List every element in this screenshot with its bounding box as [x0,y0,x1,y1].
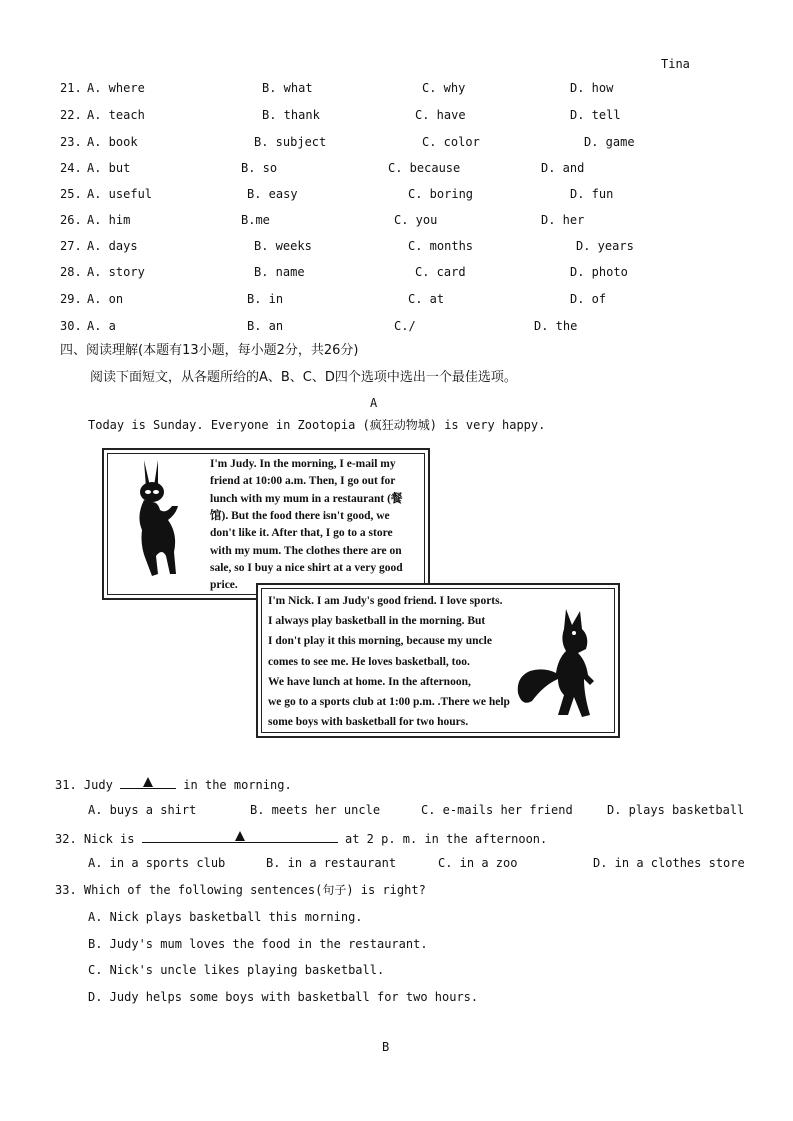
q32-option-b[interactable]: B. in a restaurant [266,856,397,870]
cloze-item-number: 21. [60,81,82,95]
q32-stem-end: at 2 p. m. in the afternoon. [344,832,548,846]
passage-line: some boys with basketball for two hours. [268,716,469,729]
q31-number: 31. [55,778,77,792]
cloze-option-d[interactable]: D. her [541,213,585,227]
q32-option-a[interactable]: A. in a sports club [88,856,226,870]
q33-number: 33. [55,883,77,897]
question-33 [55,883,426,897]
q31-stem-start: Judy [83,778,113,792]
q31-option-a[interactable]: A. buys a shirt [88,803,197,817]
cloze-option-b[interactable]: B. easy [247,187,298,201]
passage-line: I don't play it this morning, because my uncle [268,635,492,648]
cloze-option-b[interactable]: B. an [247,319,284,333]
cloze-item-number: 28. [60,265,82,279]
q32-stem-start: Nick is [83,832,135,846]
passage-a-label: A [370,396,378,410]
q31-option-d[interactable]: D. plays basketball [607,803,745,817]
cloze-option-d[interactable]: D. tell [570,108,621,122]
cloze-option-c[interactable]: C. why [422,81,466,95]
q31-answer-blank[interactable] [120,776,176,789]
cloze-item-number: 27. [60,239,82,253]
passage-line: price. [210,579,238,592]
cloze-option-c[interactable]: C. card [415,265,466,279]
cloze-option-b[interactable]: B. so [241,161,278,175]
section-title: 四、阅读理解(本题有13小题，每小题2分，共26分) [60,343,359,358]
cloze-option-b[interactable]: B. weeks [254,239,312,253]
cloze-option-b[interactable]: B. in [247,292,284,306]
cloze-option-a[interactable]: A. story [87,265,145,279]
passage-line: I'm Nick. I am Judy's good friend. I love sports. [268,595,503,607]
cloze-option-c[interactable]: C./ [394,319,416,333]
q31-stem-end: in the morning. [183,778,292,792]
passage-line: we go to a sports club at 1:00 p.m. .There we help [268,696,510,708]
cloze-item-number: 30. [60,319,82,333]
q33-stem: Which of the following sentences(句子) is right? [83,883,426,897]
section-instruction: 阅读下面短文，从各题所给的A、B、C、D四个选项中选出一个最佳选项。 [90,370,517,385]
q33-option-b[interactable]: B. Judy's mum loves the food in the restaurant. [88,937,428,951]
passage-line: 馆). But the food there isn't good, we [210,509,390,522]
rabbit-silhouette-icon [122,456,196,578]
cloze-option-c[interactable]: C. have [415,108,466,122]
judy-text-box [102,448,430,600]
cloze-option-c[interactable]: C. color [422,135,480,149]
passage-line: I always play basketball in the morning. But [268,615,486,628]
passage-line: We have lunch at home. In the afternoon, [268,675,471,688]
fox-silhouette-icon [514,603,610,723]
cloze-option-b[interactable]: B. what [262,81,313,95]
cloze-option-a[interactable]: A. useful [87,187,153,201]
cloze-item-number: 29. [60,292,82,306]
cloze-option-a[interactable]: A. where [87,81,145,95]
cloze-option-d[interactable]: D. game [584,135,635,149]
cloze-option-d[interactable]: D. the [534,319,578,333]
passage-line: I'm Judy. In the morning, I e-mail my [210,458,396,470]
question-31 [55,776,292,792]
cloze-item-number: 22. [60,108,82,122]
q33-option-c[interactable]: C. Nick's uncle likes playing basketball. [88,963,385,977]
cloze-option-d[interactable]: D. years [576,239,634,253]
triangle-marker-icon [235,831,245,841]
passage-b-label: B [382,1040,390,1054]
cloze-option-d[interactable]: D. how [570,81,614,95]
q33-option-a[interactable]: A. Nick plays basketball this morning. [88,910,363,924]
cloze-option-d[interactable]: D. and [541,161,585,175]
triangle-marker-icon [143,777,153,787]
cloze-option-c[interactable]: C. boring [408,187,474,201]
cloze-option-a[interactable]: A. book [87,135,138,149]
cloze-option-d[interactable]: D. of [570,292,607,306]
q31-option-b[interactable]: B. meets her uncle [250,803,381,817]
q32-answer-blank[interactable] [142,830,338,843]
q31-option-c[interactable]: C. e-mails her friend [421,803,573,817]
passage-line: lunch with my mum in a restaurant (餐 [210,492,403,505]
q32-option-c[interactable]: C. in a zoo [438,856,518,870]
cloze-item-number: 26. [60,213,82,227]
nick-text-box [256,583,620,738]
cloze-option-a[interactable]: A. on [87,292,124,306]
cloze-item-number: 24. [60,161,82,175]
cloze-option-c[interactable]: C. you [394,213,438,227]
cloze-option-b[interactable]: B.me [241,213,270,227]
cloze-option-a[interactable]: A. but [87,161,131,175]
cloze-option-d[interactable]: D. photo [570,265,628,279]
passage-line: with my mum. The clothes there are on [210,544,402,557]
q33-option-d[interactable]: D. Judy helps some boys with basketball for two hours. [88,990,479,1004]
cloze-option-a[interactable]: A. days [87,239,138,253]
cloze-item-number: 23. [60,135,82,149]
cloze-option-b[interactable]: B. thank [262,108,320,122]
passage-line: don't like it. After that, I go to a store [210,527,393,540]
cloze-option-c[interactable]: C. at [408,292,445,306]
passage-line: comes to see me. He loves basketball, too. [268,655,470,668]
cloze-option-b[interactable]: B. subject [254,135,327,149]
cloze-option-b[interactable]: B. name [254,265,305,279]
question-32 [55,830,547,846]
passage-line: friend at 10:00 a.m. Then, I go out for [210,475,396,488]
cloze-option-c[interactable]: C. months [408,239,474,253]
passage-line: sale, so I buy a nice shirt at a very good [210,561,403,574]
cloze-option-d[interactable]: D. fun [570,187,614,201]
cloze-option-a[interactable]: A. teach [87,108,145,122]
q32-number: 32. [55,832,77,846]
cloze-option-c[interactable]: C. because [388,161,461,175]
cloze-option-a[interactable]: A. him [87,213,131,227]
cloze-option-a[interactable]: A. a [87,319,116,333]
passage-intro: Today is Sunday. Everyone in Zootopia (疯狂动物城) is very happy. [88,418,546,432]
header-name: Tina [661,57,690,71]
q32-option-d[interactable]: D. in a clothes store [593,856,745,870]
cloze-item-number: 25. [60,187,82,201]
